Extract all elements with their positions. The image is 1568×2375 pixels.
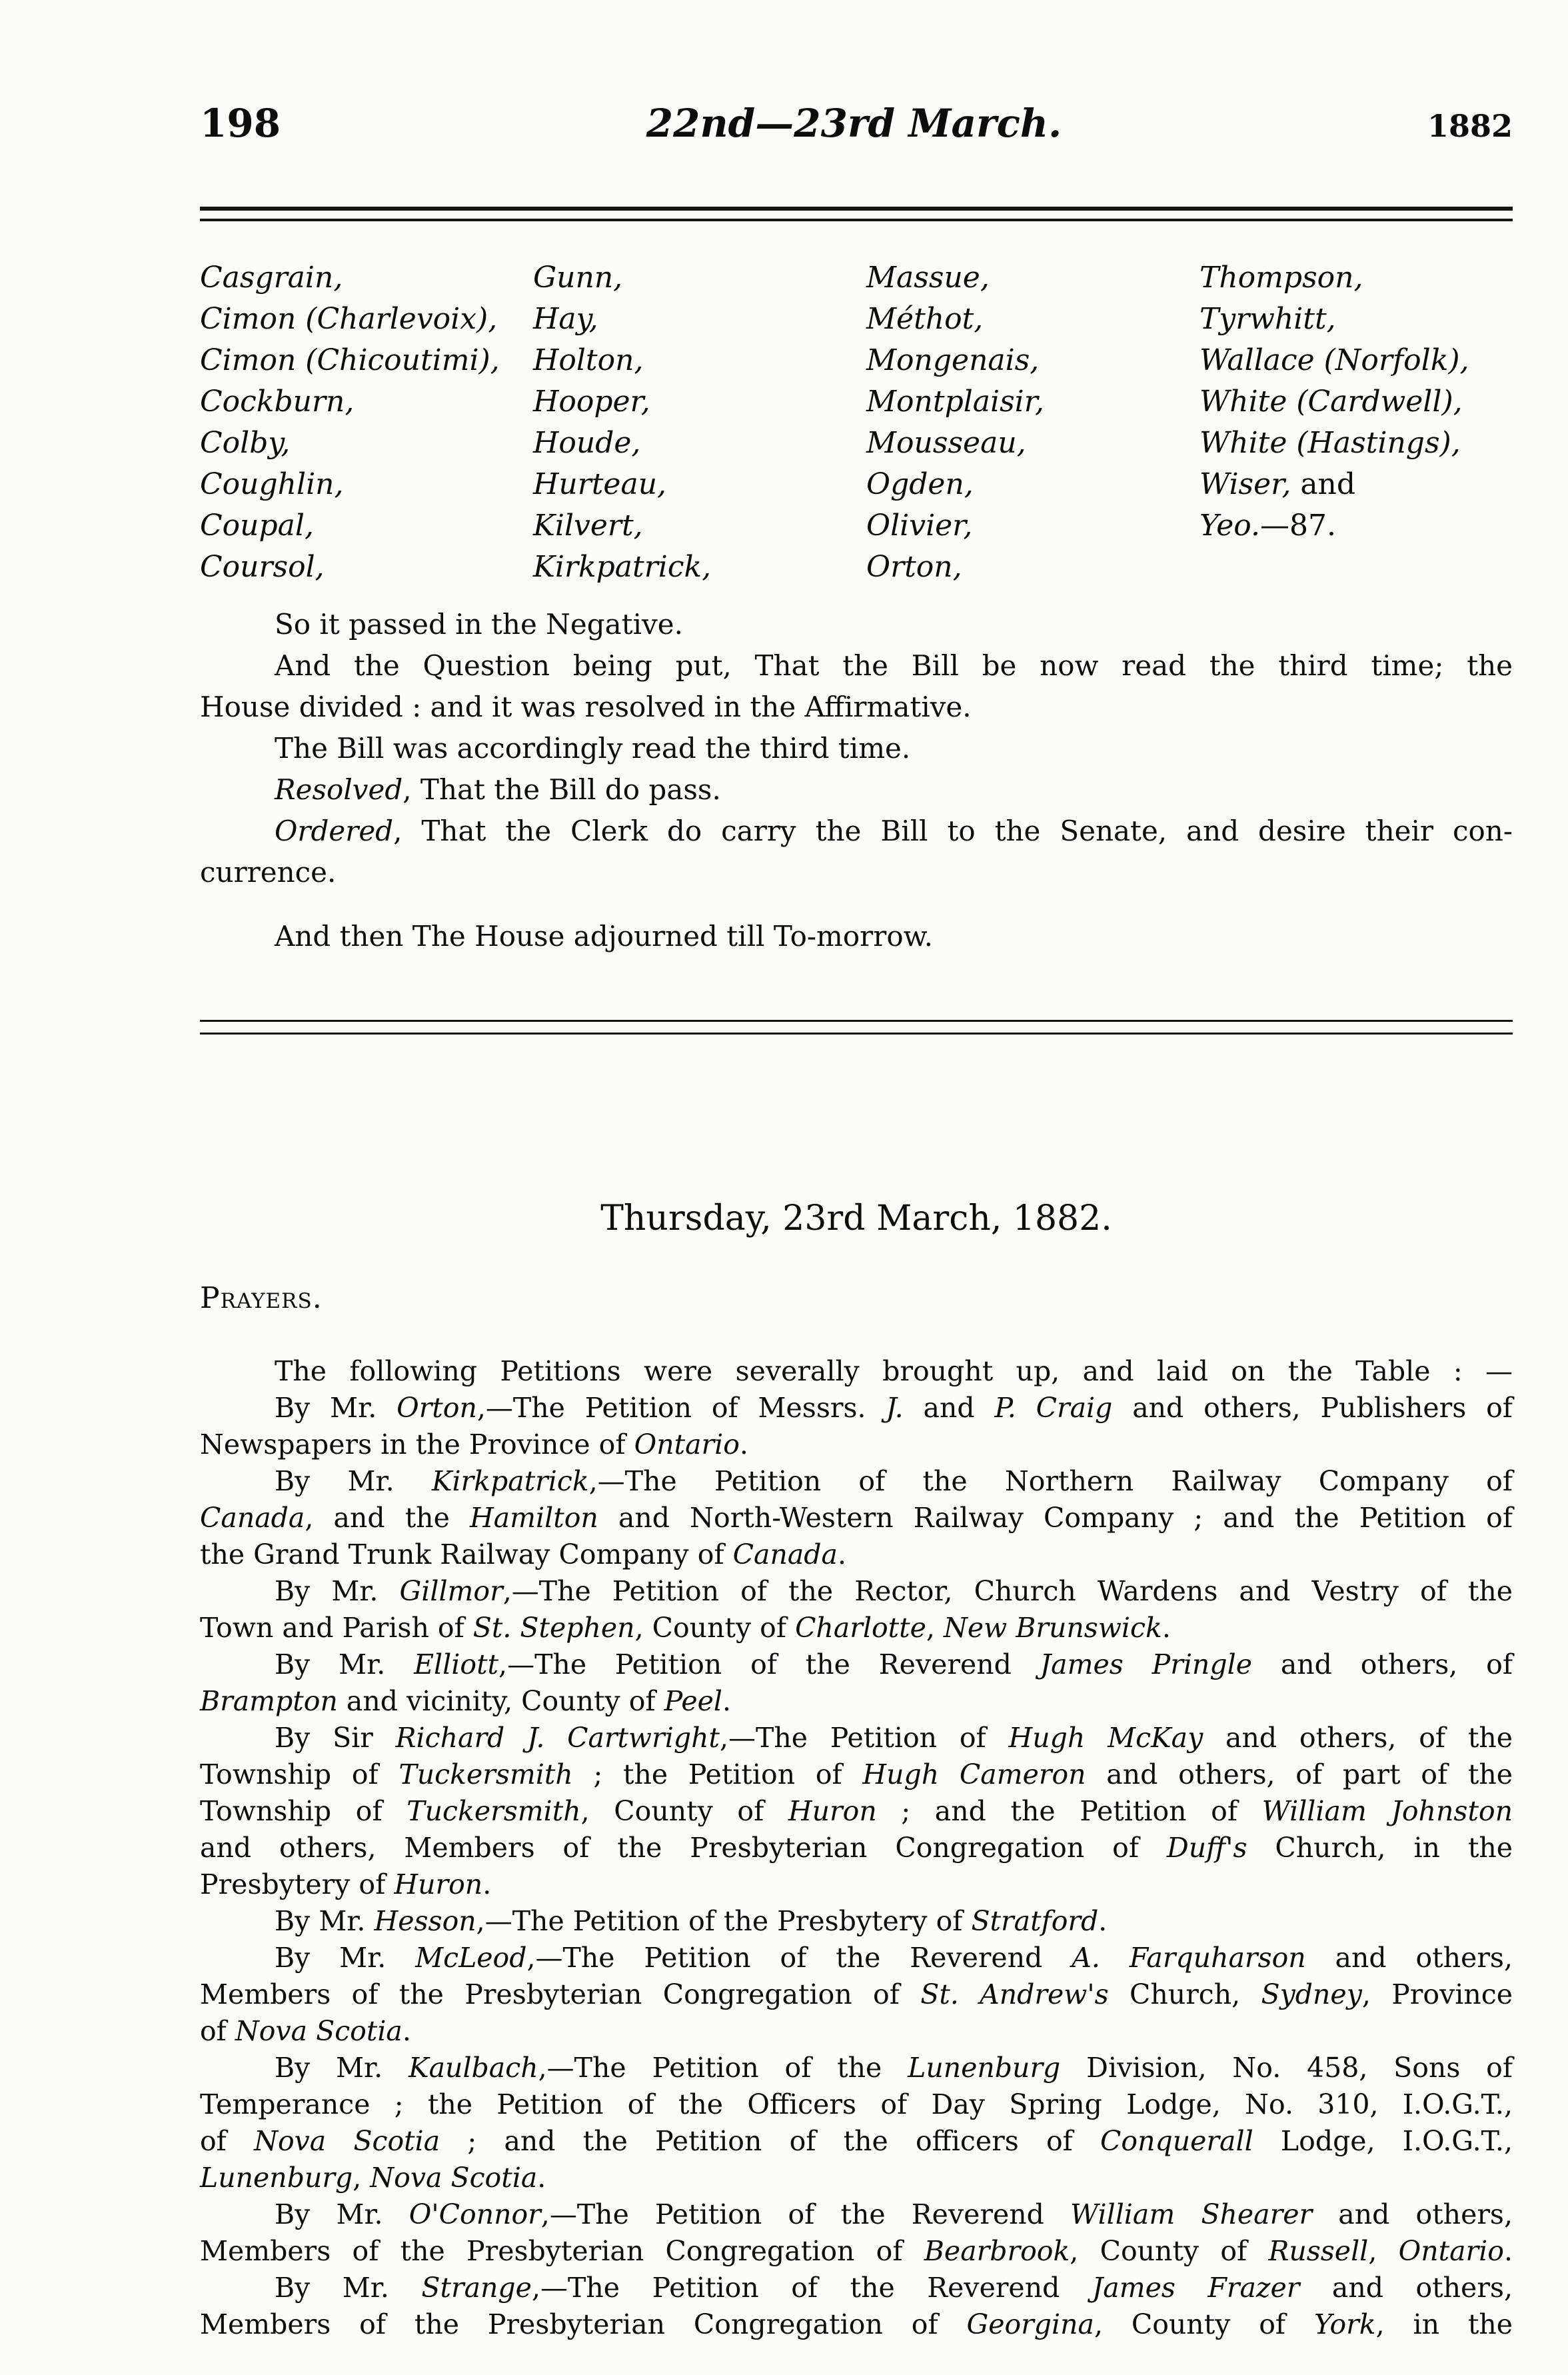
italic-text: Thompson, — [1199, 261, 1363, 295]
roman-text: of — [200, 2125, 255, 2157]
italic-text: Stratford — [971, 1905, 1099, 1937]
italic-text: Hugh McKay — [1008, 1722, 1203, 1754]
text-line — [200, 2306, 1513, 2343]
member-name — [1199, 257, 1513, 299]
text-line — [200, 2270, 1513, 2306]
roman-text: the Grand Trunk Railway Company of — [200, 1538, 733, 1570]
roman-text: ,—The Petition of the Rector, Church Wardens and Vestry of the — [502, 1575, 1513, 1607]
member-name — [1199, 381, 1513, 423]
member-name — [200, 299, 533, 340]
roman-text: By Mr. — [275, 1575, 400, 1607]
text-line — [200, 728, 1513, 769]
roman-text: . — [837, 1538, 847, 1570]
paragraph — [200, 2196, 1513, 2270]
roman-text: and — [903, 1392, 995, 1424]
italic-text: Méthot, — [866, 302, 984, 336]
roman-text: , — [1368, 2235, 1399, 2267]
roman-text: Church, — [1108, 1978, 1261, 2010]
text-line — [200, 687, 1513, 728]
member-name — [200, 381, 533, 423]
text-line — [200, 2160, 1513, 2196]
paragraph — [200, 2050, 1513, 2196]
roman-text: , That the Bill do pass. — [402, 773, 721, 806]
italic-text: Olivier, — [866, 509, 973, 543]
italic-text: Mousseau, — [866, 426, 1026, 460]
member-name — [533, 505, 866, 547]
roman-text: , in the — [1375, 2308, 1513, 2340]
member-name — [200, 257, 533, 299]
text-line — [200, 1646, 1513, 1683]
italic-text: Montplaisir, — [866, 385, 1044, 419]
header-date: 22nd—23rd March. — [646, 101, 1062, 146]
paragraph — [200, 1353, 1513, 1390]
roman-text: Members of the Presbyterian Congregation of — [200, 2235, 924, 2267]
roman-text: The following Petitions were severally brought up, and laid on the Table : — — [275, 1355, 1513, 1387]
italic-text: McLeod — [415, 1942, 527, 1974]
italic-text: William Shearer — [1070, 2198, 1313, 2230]
paragraph — [200, 645, 1513, 728]
roman-text: , County of — [634, 1612, 796, 1644]
italic-text: James Frazer — [1092, 2272, 1300, 2304]
paragraph — [200, 1720, 1513, 1903]
member-name — [866, 257, 1199, 299]
italic-text: Kirkpatrick, — [533, 550, 712, 584]
roman-text: and others, of part of the — [1086, 1758, 1513, 1790]
italic-text: Hooper, — [533, 385, 650, 419]
member-name — [533, 299, 866, 340]
member-name — [533, 257, 866, 299]
petitions-list — [200, 1353, 1513, 2343]
italic-text: Hay, — [533, 302, 598, 336]
italic-text: Georgina — [966, 2308, 1094, 2340]
roman-text: Division, No. 458, Sons of — [1060, 2052, 1513, 2084]
italic-text: Ordered — [275, 815, 394, 847]
paragraph — [200, 1646, 1513, 1720]
italic-text: Canada — [200, 1502, 305, 1534]
paragraph — [200, 769, 1513, 811]
italic-text: Tuckersmith — [398, 1758, 573, 1790]
italic-text: Tyrwhitt, — [1199, 302, 1336, 336]
text-line — [200, 1830, 1513, 1866]
italic-text: William Johnston — [1261, 1795, 1513, 1827]
text-line — [200, 1976, 1513, 2013]
text-line — [200, 1500, 1513, 1536]
roman-text: By Mr. — [275, 2272, 422, 2304]
member-name — [1199, 423, 1513, 464]
italic-text: Ogden, — [866, 467, 974, 501]
roman-text: —87. — [1259, 509, 1336, 543]
member-name — [866, 464, 1199, 505]
italic-text: Coupal, — [200, 509, 314, 543]
roman-text: , That the Clerk do carry the Bill to the Senate, and desire their con- — [393, 815, 1513, 847]
roman-text: , — [353, 2162, 371, 2194]
italic-text: St. Stephen — [472, 1612, 635, 1644]
roman-text: Town and Parish of — [200, 1612, 473, 1644]
roman-text: Temperance ; the Petition of the Officers of Day Spring Lodge, No. 310, I.O.G.T., — [200, 2088, 1513, 2120]
roman-text: . — [1503, 2235, 1513, 2267]
roman-text: ,—The Petition of the Reverend — [498, 1648, 1040, 1680]
italic-text: Ontario — [1398, 2235, 1504, 2267]
italic-text: Canada — [732, 1538, 838, 1570]
roman-text: Lodge, I.O.G.T., — [1253, 2125, 1513, 2157]
member-name — [1199, 464, 1513, 505]
italic-text: Massue, — [866, 261, 990, 295]
roman-text: ,—The Petition of — [719, 1722, 1009, 1754]
text-line — [200, 604, 1513, 645]
italic-text: P. Craig — [994, 1392, 1113, 1424]
italic-text: Lunenburg — [200, 2162, 353, 2194]
roman-text: ,—The Petition of the Reverend — [526, 1942, 1072, 1974]
roman-text: . — [1162, 1612, 1171, 1644]
roman-text: . — [537, 2162, 546, 2194]
italic-text: Wiser, — [1199, 467, 1291, 501]
roman-text: By Mr. — [275, 1392, 397, 1424]
roman-text: and others, — [1299, 2272, 1513, 2304]
italic-text: York — [1313, 2308, 1376, 2340]
text-line — [200, 1903, 1513, 1940]
member-name — [200, 547, 533, 588]
text-line — [200, 2013, 1513, 2050]
italic-text: Coursol, — [200, 550, 325, 584]
roman-text: ,—The Petition of the — [538, 2052, 908, 2084]
italic-text: Kaulbach — [408, 2052, 538, 2084]
roman-text: ,—The Petition of the Northern Railway Company of — [588, 1465, 1513, 1497]
text-line — [200, 769, 1513, 811]
member-name — [866, 381, 1199, 423]
text-line — [200, 1536, 1513, 1573]
member-name — [533, 464, 866, 505]
roman-text: And the Question being put, That the Bill be now read the third time; the — [275, 649, 1513, 682]
paragraph — [200, 728, 1513, 769]
roman-text: , County of — [1094, 2308, 1314, 2340]
roman-text: ,—The Petition of the Reverend — [540, 2198, 1071, 2230]
member-name — [533, 423, 866, 464]
division-column — [533, 257, 866, 588]
roman-text: and others, Publishers of — [1112, 1392, 1513, 1424]
roman-text: The Bill was accordingly read the third time. — [275, 732, 911, 765]
italic-text: Kirkpatrick — [431, 1465, 589, 1497]
member-name — [1199, 299, 1513, 340]
italic-text: Wallace (Norfolk), — [1199, 343, 1469, 377]
roman-text: By Mr. — [275, 1905, 375, 1937]
italic-text: Ontario — [634, 1428, 740, 1460]
section-divider — [200, 1020, 1513, 1035]
roman-text: By Sir — [275, 1722, 396, 1754]
italic-text: Mongenais, — [866, 343, 1040, 377]
paragraph — [200, 1903, 1513, 1940]
roman-text: Church, in the — [1247, 1832, 1513, 1864]
italic-text: Hurteau, — [533, 467, 667, 501]
member-name — [866, 505, 1199, 547]
roman-text: , Province — [1361, 1978, 1513, 2010]
roman-text: ,—The Petition of the Reverend — [531, 2272, 1092, 2304]
roman-text: By Mr. — [275, 1648, 414, 1680]
paragraph — [200, 604, 1513, 645]
roman-text: Township of — [200, 1795, 407, 1827]
roman-text: ,—The Petition of the Presbytery of — [476, 1905, 972, 1937]
roman-text: of — [200, 2015, 235, 2047]
italic-text: Coughlin, — [200, 467, 344, 501]
italic-text: Conquerall — [1100, 2125, 1253, 2157]
text-line — [200, 811, 1513, 852]
italic-text: Huron — [788, 1795, 877, 1827]
roman-text: and others, of the — [1203, 1722, 1513, 1754]
text-line — [200, 2050, 1513, 2086]
roman-text: ; the Petition of — [572, 1758, 863, 1790]
roman-text: By Mr. — [275, 2052, 408, 2084]
roman-text: Members of the Presbyterian Congregation of — [200, 1978, 921, 2010]
italic-text: White (Hastings), — [1199, 426, 1461, 460]
text-line — [200, 1756, 1513, 1793]
italic-text: Cimon (Chicoutimi), — [200, 343, 500, 377]
text-line — [200, 1463, 1513, 1500]
italic-text: Nova Scotia — [370, 2162, 538, 2194]
roman-text: , County of — [1070, 2235, 1269, 2267]
italic-text: Peel — [664, 1685, 722, 1717]
italic-text: Houde, — [533, 426, 641, 460]
member-name — [200, 505, 533, 547]
page-number: 198 — [200, 101, 281, 146]
roman-text: and vicinity, County of — [337, 1685, 664, 1717]
paragraph — [200, 1940, 1513, 2050]
text-line — [200, 645, 1513, 687]
italic-text: New Brunswick — [943, 1612, 1162, 1644]
italic-text: Lunenburg — [908, 2052, 1061, 2084]
roman-text: . — [402, 2015, 411, 2047]
member-name — [200, 423, 533, 464]
adjournment-line: And then The House adjourned till To-morrow. — [275, 920, 933, 953]
text-line — [200, 1793, 1513, 1830]
roman-text: , and the — [305, 1502, 470, 1534]
italic-text: Casgrain, — [200, 261, 343, 295]
italic-text: Russell — [1268, 2235, 1369, 2267]
italic-text: Hesson — [374, 1905, 476, 1937]
italic-text: Cockburn, — [200, 385, 355, 419]
italic-text: Brampton — [200, 1685, 338, 1717]
text-line — [200, 2196, 1513, 2233]
roman-text: currence. — [200, 856, 337, 889]
italic-text: Colby, — [200, 426, 291, 460]
paragraph — [200, 811, 1513, 893]
member-name — [866, 423, 1199, 464]
italic-text: Nova Scotia — [254, 2125, 440, 2157]
member-name — [1199, 340, 1513, 381]
roman-text: . — [722, 1685, 732, 1717]
roman-text: , County of — [580, 1795, 788, 1827]
italic-text: Tuckersmith — [406, 1795, 581, 1827]
italic-text: White (Cardwell), — [1199, 385, 1463, 419]
italic-text: O'Connor — [408, 2198, 541, 2230]
roman-text: and others, — [1312, 2198, 1513, 2230]
member-name — [866, 547, 1199, 588]
roman-text: House divided : and it was resolved in the Affirmative. — [200, 691, 972, 723]
text-line — [200, 1683, 1513, 1720]
text-line — [200, 2123, 1513, 2160]
italic-text: Bearbrook — [924, 2235, 1070, 2267]
italic-text: Gunn, — [533, 261, 623, 295]
italic-text: J. — [886, 1392, 904, 1424]
roman-text: , — [926, 1612, 944, 1644]
roman-text: and others, of — [1251, 1648, 1513, 1680]
italic-text: Huron — [394, 1868, 483, 1900]
italic-text: Gillmor — [399, 1575, 503, 1607]
body-paragraphs — [200, 604, 1513, 893]
roman-text: By Mr. — [275, 1942, 416, 1974]
italic-text: A. Farquharson — [1072, 1942, 1306, 1974]
roman-text: ; and the Petition of the officers of — [440, 2125, 1101, 2157]
roman-text: and — [1291, 467, 1356, 501]
page-header — [200, 100, 1513, 149]
text-line — [200, 1940, 1513, 1976]
member-name — [533, 381, 866, 423]
italic-text: Yeo. — [1199, 509, 1260, 543]
member-name — [200, 340, 533, 381]
roman-text: Members of the Presbyterian Congregation of — [200, 2308, 967, 2340]
roman-text: By Mr. — [275, 2198, 409, 2230]
member-name — [1199, 505, 1513, 547]
division-column — [1199, 257, 1513, 588]
roman-text: and others, — [1305, 1942, 1513, 1974]
text-line — [200, 1866, 1513, 1903]
italic-text: Kilvert, — [533, 509, 643, 543]
italic-text: James Pringle — [1040, 1648, 1252, 1680]
paragraph — [200, 1390, 1513, 1463]
roman-text: ; and the Petition of — [876, 1795, 1262, 1827]
roman-text: . — [739, 1428, 748, 1460]
roman-text: . — [1098, 1905, 1108, 1937]
text-line — [200, 2233, 1513, 2270]
italic-text: Duff's — [1166, 1832, 1247, 1864]
text-line — [200, 1390, 1513, 1426]
italic-text: Nova Scotia — [235, 2015, 402, 2047]
header-double-rule — [200, 207, 1513, 221]
member-name — [200, 464, 533, 505]
italic-text: Sydney — [1261, 1978, 1362, 2010]
text-line — [200, 1573, 1513, 1610]
italic-text: Charlotte — [795, 1612, 926, 1644]
roman-text: Presbytery of — [200, 1868, 394, 1900]
member-name — [866, 299, 1199, 340]
roman-text: By Mr. — [275, 1465, 432, 1497]
paragraph — [200, 2270, 1513, 2343]
italic-text: Elliott — [414, 1648, 499, 1680]
division-column — [200, 257, 533, 588]
roman-text: Township of — [200, 1758, 399, 1790]
roman-text: . — [482, 1868, 492, 1900]
text-line — [200, 1353, 1513, 1390]
roman-text: ,—The Petition of Messrs. — [476, 1392, 886, 1424]
member-name — [533, 340, 866, 381]
member-name — [533, 547, 866, 588]
text-line — [200, 2086, 1513, 2123]
paragraph — [200, 1463, 1513, 1573]
italic-text: Holton, — [533, 343, 644, 377]
text-line — [200, 852, 1513, 893]
division-vote-list — [200, 257, 1513, 588]
italic-text: Strange — [421, 2272, 532, 2304]
text-line — [200, 1426, 1513, 1463]
roman-text: and North-Western Railway Company ; and the Petition of — [598, 1502, 1513, 1534]
italic-text: Hamilton — [469, 1502, 598, 1534]
italic-text: Cimon (Charlevoix), — [200, 302, 498, 336]
italic-text: Resolved — [275, 773, 403, 806]
roman-text: Newspapers in the Province of — [200, 1428, 634, 1460]
division-column — [866, 257, 1199, 588]
italic-text: Richard J. Cartwright — [395, 1722, 720, 1754]
italic-text: St. Andrew's — [920, 1978, 1109, 2010]
italic-text: Orton — [396, 1392, 477, 1424]
paragraph — [200, 1573, 1513, 1646]
text-line — [200, 1720, 1513, 1756]
roman-text: So it passed in the Negative. — [275, 608, 683, 641]
italic-text: Hugh Cameron — [862, 1758, 1086, 1790]
italic-text: Orton, — [866, 550, 962, 584]
member-name — [866, 340, 1199, 381]
sitting-heading: Thursday, 23rd March, 1882. — [600, 1198, 1112, 1238]
header-year: 1882 — [1427, 108, 1513, 144]
text-line — [200, 1610, 1513, 1646]
prayers-label: Prayers. — [200, 1281, 323, 1315]
roman-text: and others, Members of the Presbyterian Congregation of — [200, 1832, 1167, 1864]
